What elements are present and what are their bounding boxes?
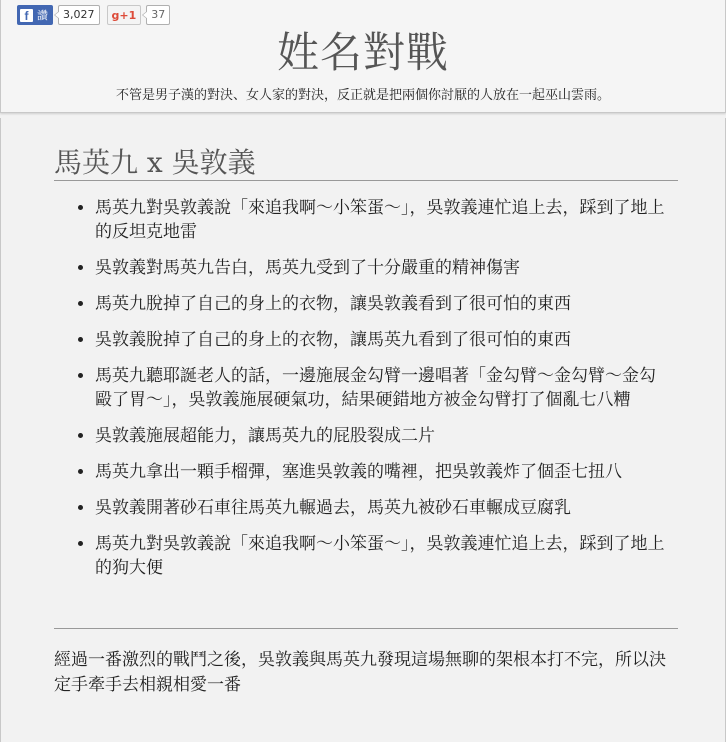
google-plus-label: g+1 — [111, 8, 137, 22]
battle-event-item: • 吳敦義脫掉了自己的身上的衣物，讓馬英九看到了很可怕的東西 — [95, 328, 679, 352]
battle-conclusion: 經過一番激烈的戰鬥之後，吳敦義與馬英九發現這場無聊的架根本打不完，所以決定手牽手去相親相愛一番 — [54, 650, 666, 695]
battle-event-item: • 吳敦義對馬英九告白，馬英九受到了十分嚴重的精神傷害 — [95, 256, 679, 280]
section-divider — [54, 628, 678, 629]
battle-event-item: • 馬英九拿出一顆手榴彈，塞進吳敦義的嘴裡，把吳敦義炸了個歪七扭八 — [95, 460, 679, 484]
battle-event-item: • 吳敦義開著砂石車往馬英九輾過去，馬英九被砂石車輾成豆腐乳 — [95, 496, 679, 520]
social-buttons — [17, 5, 170, 25]
battle-title: 馬英九 x 吳敦義 — [54, 146, 678, 181]
battle-event-item: • 吳敦義施展超能力，讓馬英九的屁股裂成二片 — [95, 424, 679, 448]
google-plus-count: 37 — [146, 5, 170, 25]
battle-events-list — [55, 196, 679, 592]
battle-event-item: • 馬英九脫掉了自己的身上的衣物，讓吳敦義看到了很可怕的東西 — [95, 292, 679, 316]
battle-event-item: • 馬英九對吳敦義說「來追我啊～小笨蛋～」，吳敦義連忙追上去，踩到了地上的反坦克地雷 — [95, 196, 679, 244]
facebook-like-count: 3,027 — [58, 5, 100, 25]
site-header — [0, 0, 726, 113]
battle-event-item: • 馬英九聽耶誕老人的話，一邊施展金勾臂一邊唱著「金勾臂～金勾臂～金勾毆了胃～」，吳敦義施展硬氣功，結果硬錯地方被金勾臂打了個亂七八糟 — [95, 364, 679, 412]
facebook-like-button[interactable] — [17, 5, 53, 25]
site-title: 姓名對戰 — [276, 28, 449, 77]
battle-content — [0, 118, 726, 742]
facebook-like-label: 讚 — [37, 9, 48, 22]
facebook-icon: f — [20, 9, 33, 22]
site-subtitle: 不管是男子漢的對決、女人家的對決，反正就是把兩個你討厭的人放在一起巫山雲雨。 — [115, 88, 610, 103]
battle-event-item: • 馬英九對吳敦義說「來追我啊～小笨蛋～」，吳敦義連忙追上去，踩到了地上的狗大便 — [95, 532, 679, 580]
google-plus-button[interactable] — [107, 5, 142, 25]
